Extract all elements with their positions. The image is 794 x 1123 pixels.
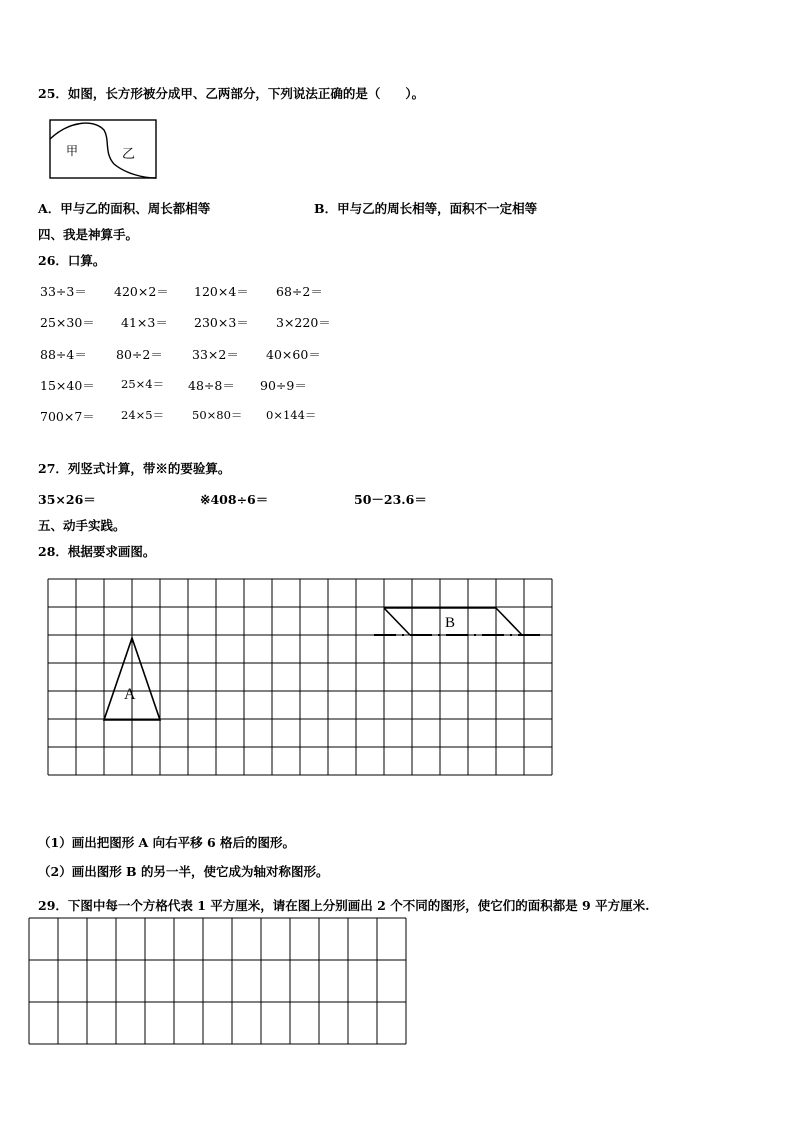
section-5-heading: 五、动手实践。 — [38, 518, 126, 533]
q25-stem: 25．如图，长方形被分成甲、乙两部分，下列说法正确的是（ ）。 — [38, 86, 425, 101]
q29-square-grid — [28, 917, 409, 1047]
q26-item: 80÷2＝ — [116, 347, 163, 362]
q26-item: 33×2＝ — [192, 347, 239, 362]
shape-b-left-slant — [384, 608, 410, 635]
q26-stem: 26．口算。 — [38, 253, 106, 268]
q26-item: 230×3＝ — [194, 315, 249, 330]
q25-option-b: B．甲与乙的周长相等，面积不一定相等 — [314, 201, 538, 216]
q26-item: 24×5＝ — [121, 408, 165, 422]
q26-item: 420×2＝ — [114, 284, 169, 299]
q26-item: 3×220＝ — [276, 315, 331, 330]
q26-item: 33÷3＝ — [40, 284, 87, 299]
q28-sub2: （2）画出图形 B 的另一半，使它成为轴对称图形。 — [38, 864, 329, 879]
q25-label-jia: 甲 — [66, 144, 79, 158]
q26-item: 90÷9＝ — [260, 378, 307, 393]
q25-label-yi: 乙 — [122, 146, 136, 161]
q26-item: 700×7＝ — [40, 409, 95, 424]
q26-item: 0×144＝ — [266, 408, 317, 422]
q29-stem: 29．下图中每一个方格代表 1 平方厘米，请在图上分别画出 2 个不同的图形，使它们的面积都是 9 平方厘米. — [38, 898, 650, 913]
q27-item: ※408÷6＝ — [200, 492, 269, 507]
q27-item: 35×26＝ — [38, 492, 96, 507]
q26-item: 25×30＝ — [40, 315, 95, 330]
section-4-heading: 四、我是神算手。 — [38, 227, 139, 242]
q26-item: 120×4＝ — [194, 284, 249, 299]
q26-item: 41×3＝ — [121, 315, 168, 330]
shape-b-label: B — [445, 615, 456, 631]
q26-item: 15×40＝ — [40, 378, 95, 393]
shape-b-right-slant — [496, 608, 522, 635]
q26-item: 25×4＝ — [121, 377, 165, 391]
q27-item: 50－23.6＝ — [354, 492, 427, 507]
q29-grid-lines — [29, 918, 406, 1044]
q26-item: 88÷4＝ — [40, 347, 87, 362]
q26-item: 68÷2＝ — [276, 284, 323, 299]
q26-item: 40×60＝ — [266, 347, 321, 362]
q25-option-a: A．甲与乙的面积、周长都相等 — [38, 201, 211, 216]
q26-item: 50×80＝ — [192, 408, 243, 422]
shape-a-label: A — [124, 686, 136, 703]
q28-sub1: （1）画出把图形 A 向右平移 6 格后的图形。 — [38, 835, 296, 850]
q28-drawing-grid — [46, 577, 554, 777]
q26-item: 48÷8＝ — [188, 378, 235, 393]
q25-rectangle-figure — [48, 118, 160, 180]
q28-stem: 28．根据要求画图。 — [38, 544, 156, 559]
q27-stem: 27．列竖式计算，带※的要验算。 — [38, 461, 231, 476]
